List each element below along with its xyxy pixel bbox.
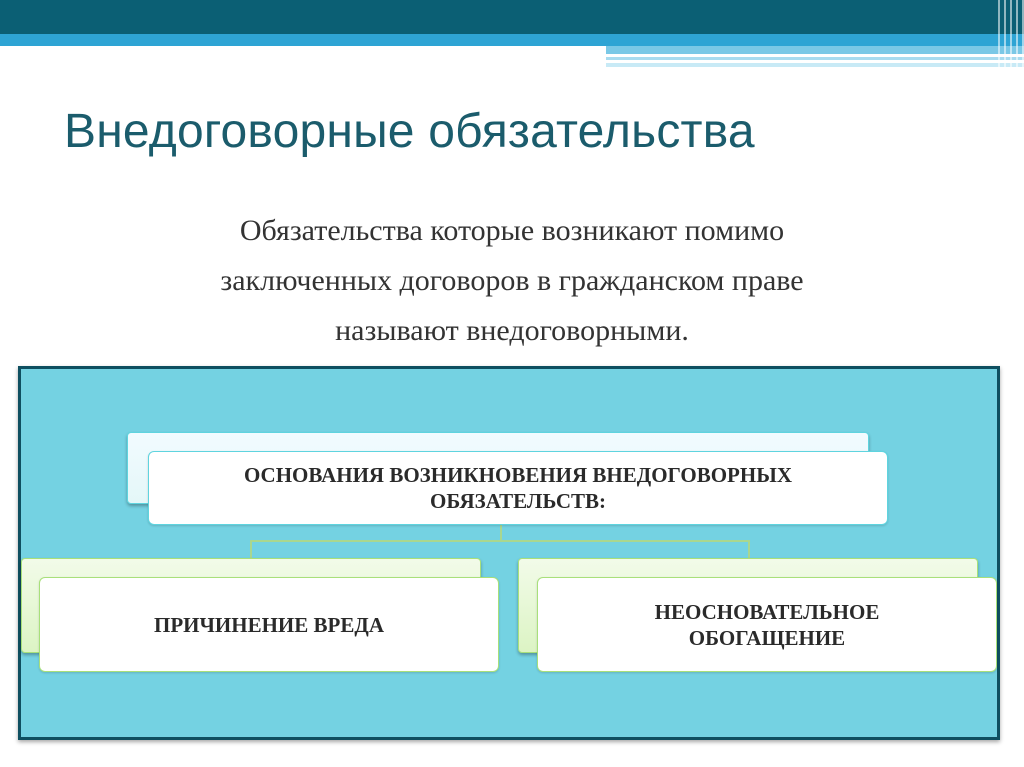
subtitle-line: называют внедоговорными. — [335, 314, 689, 347]
header-bar — [0, 0, 1024, 34]
connector-horizontal — [250, 540, 750, 542]
connector-vertical-root — [500, 524, 502, 541]
child-node-left — [39, 577, 499, 672]
root-node — [148, 451, 888, 525]
diagram-frame — [18, 366, 1000, 740]
child-node-right-label-2: ОБОГАЩЕНИЕ — [688, 625, 846, 650]
header-stripe-light — [606, 46, 1024, 54]
header-stripe — [0, 34, 1024, 46]
subtitle-line: Обязательства которые возникают помимо — [239, 214, 785, 247]
subtitle-line: заключенных договоров в гражданском праве — [220, 264, 804, 297]
connector-left-branch — [250, 540, 252, 560]
child-node-right — [537, 577, 997, 672]
header-stripe-thinner — [606, 63, 1024, 67]
root-node-label-2: ОБЯЗАТЕЛЬСТВ: — [429, 489, 606, 513]
header-stripe-thin — [606, 57, 1024, 60]
header-decoration — [994, 0, 1024, 70]
child-node-left-label: ПРИЧИНЕНИЕ ВРЕДА — [154, 612, 384, 637]
slide-subtitle — [100, 206, 924, 356]
slide-title: Внедоговорные обязательства — [64, 105, 755, 158]
root-node-label-1: ОСНОВАНИЯ ВОЗНИКНОВЕНИЯ ВНЕДОГОВОРНЫХ — [243, 463, 793, 487]
connector-right-branch — [748, 540, 750, 560]
child-node-right-label-1: НЕОСНОВАТЕЛЬНОЕ — [654, 599, 880, 624]
